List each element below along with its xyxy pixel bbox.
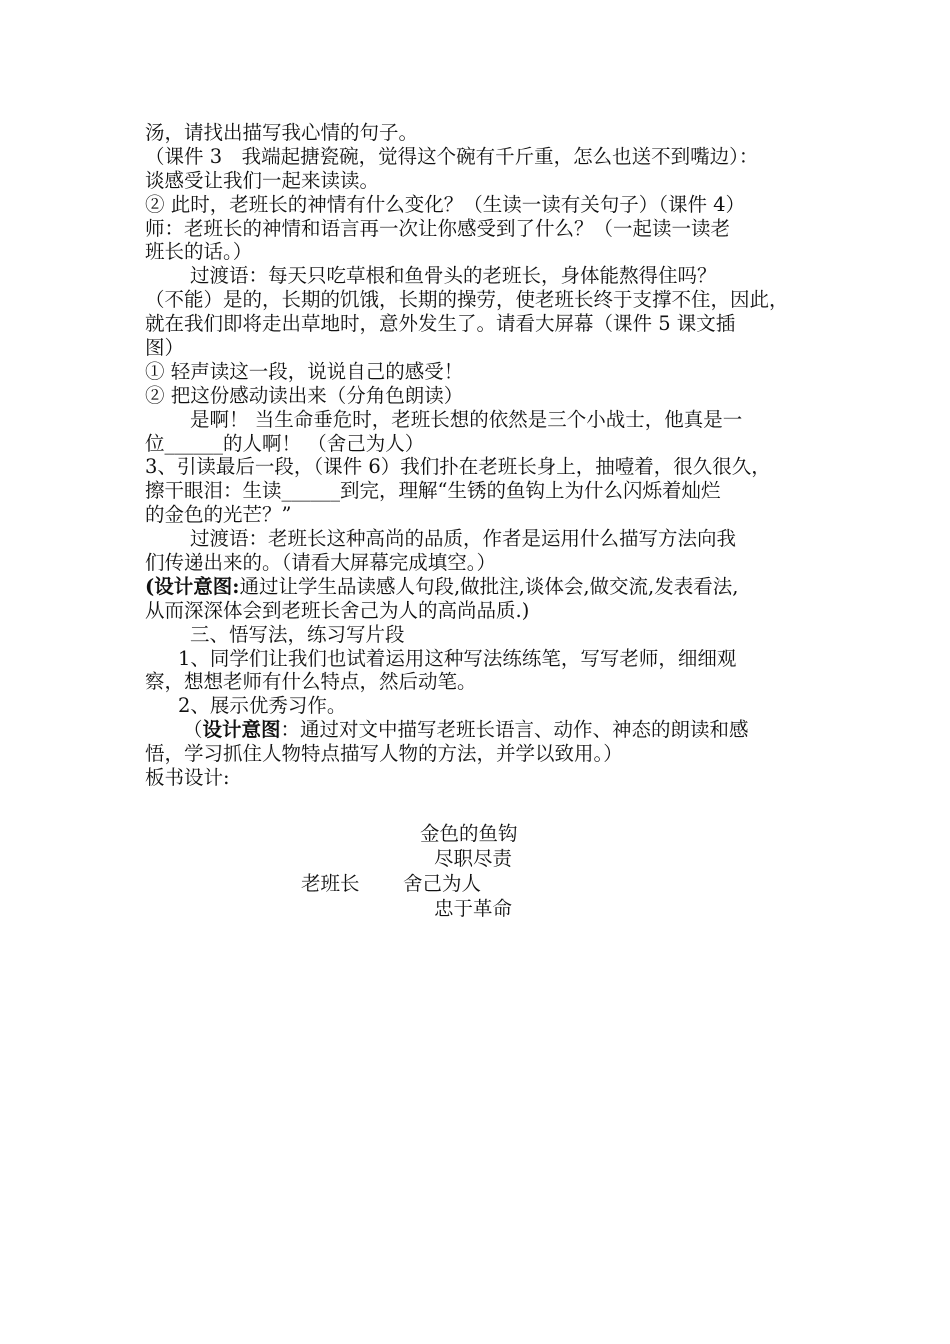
text-line: ② 把这份感动读出来（分角色朗读） [145,383,464,407]
text-line: 位______的人啊！ （舍己为人） [145,431,425,455]
text-line: （不能）是的，长期的饥饿，长期的操劳，使老班长终于支撑不住，因此， [145,288,789,312]
text-line: 3、引读最后一段，（课件 6）我们扑在老班长身上，抽噎着，很久很久， [145,455,771,479]
design-intent-2-cont: 悟，学习抓住人物特点描写人物的方法，并学以致用。） [145,742,623,766]
intent-text: 通过让学生品读感人句段,做批注,谈体会,做交流,发表看法, [239,574,739,598]
section-heading: 三、悟写法，练习写片段 [190,622,405,646]
design-intent-1-cont: 从而深深体会到老班长舍己为人的高尚品质.) [145,598,530,622]
text-line: 的金色的光芒？” [145,503,292,527]
lesson-body [145,121,815,790]
practice-item-cont: 察，想想老师有什么特点，然后动笔。 [145,670,477,694]
text-line: ① 轻声读这一段，说说自己的感受！ [145,359,464,383]
text-line: 们传递出来的。（请看大屏幕完成填空。） [145,551,497,575]
text-line: ② 此时，老班长的神情有什么变化？（生读一读有关句子）（课件 4） [145,192,746,216]
text-line: （课件 3 我端起搪瓷碗，觉得这个碗有千斤重，怎么也送不到嘴边）： [145,144,759,168]
board-item: 舍己为人 [403,872,482,895]
text-line: 谈感受让我们一起来读读。 [145,168,380,192]
board-title: 金色的鱼钩 [420,822,518,845]
intent-open: （ [183,718,203,742]
board-design-heading: 板书设计: [145,766,230,790]
practice-item: 2、展示优秀习作。 [178,694,347,718]
text-line: 就在我们即将走出草地时，意外发生了。请看大屏幕（课件 5 课文插 [145,312,736,336]
intent-text: ：通过对文中描写老班长语言、动作、神态的朗读和感 [280,718,749,742]
design-intent-2 [145,718,815,742]
text-line: 图） [145,336,185,360]
design-intent-1 [145,575,815,599]
text-line: 师：老班长的神情和语言再一次让你感受到了什么？（一起读一读老 [145,216,731,240]
board-item: 忠于革命 [434,897,513,920]
text-line: 班长的话。） [145,240,253,264]
text-line: 汤，请找出描写我心情的句子。 [145,121,419,144]
intent-open: ( [145,574,155,598]
intent-label: 设计意图: [154,574,240,598]
board-subject: 老班长 [301,872,360,895]
text-line: 过渡语：每天只吃草根和鱼骨头的老班长，身体能熬得住吗？ [190,264,717,288]
text-line: 过渡语：老班长这种高尚的品质，作者是运用什么描写方法向我 [190,527,737,551]
board-item: 尽职尽责 [434,847,513,870]
text-line: 是啊！ 当生命垂危时，老班长想的依然是三个小战士，他真是一 [190,407,743,431]
text-line: 擦干眼泪：生读______到完，理解“生锈的鱼钩上为什么闪烁着灿烂 [145,479,721,503]
practice-item: 1、同学们让我们也试着运用这种写法练练笔，写写老师，细细观 [178,646,737,670]
intent-label: 设计意图 [202,718,281,742]
